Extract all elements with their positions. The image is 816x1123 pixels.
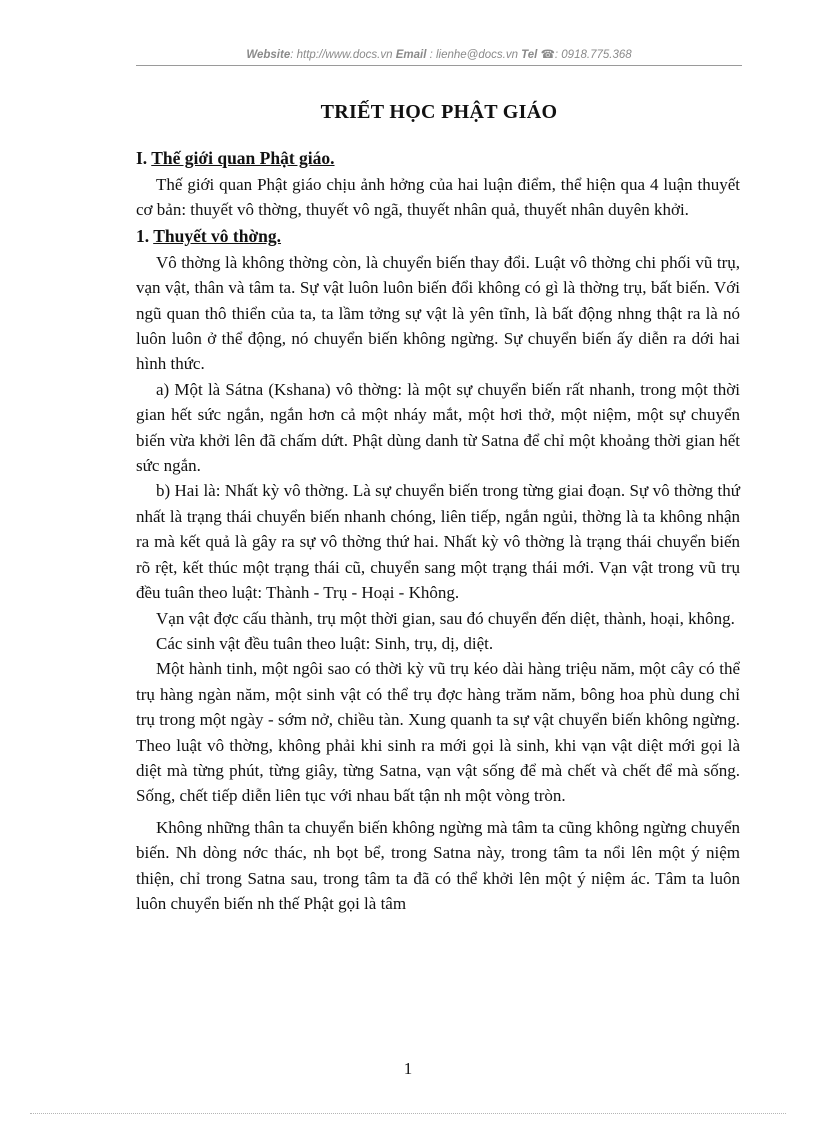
tel-value: ☎: 0918.775.368 <box>537 49 632 61</box>
subsection-heading <box>136 223 740 250</box>
section-heading <box>136 145 740 172</box>
paragraph: Các sinh vật đều tuân theo luật: Sinh, trụ, dị, diệt. <box>156 633 494 653</box>
paragraph: b) Hai là: Nhất kỳ vô thờng. Là sự chuyển biến trong từng giai đoạn. Sự vô thờng thứ nhất là trạng thái chuyển biến nhanh chóng, liên tiếp, ngắn ngủi, thờng là ta không nhận ra mà kết quả là gây ra sự vô thờng thứ hai. Nhất kỳ vô thờng là trạng thái chuyển biến rõ rệt, kết thúc một trạng thái cũ, chuyển sang một trạng thái mới. Vạn vật trong vũ trụ đều tuân theo luật: Thành - Trụ - Hoại - Không. <box>136 481 740 603</box>
page-number: 1 <box>403 1059 413 1078</box>
subsection-number: 1. <box>136 225 154 246</box>
footer-divider <box>30 1113 786 1114</box>
section-intro-paragraph: Thế giới quan Phật giáo chịu ảnh hởng của hai luận điểm, thể hiện qua 4 luận thuyết cơ bản: thuyết vô thờng, thuyết vô ngã, thuyết nhân quả, thuyết nhân duyên khởi. <box>136 175 740 220</box>
section-title: Thế giới quan Phật giáo. <box>151 148 335 168</box>
subsection-title: Thuyết vô thờng. <box>153 225 282 246</box>
paragraph: Một hành tinh, một ngôi sao có thời kỳ vũ trụ kéo dài hàng triệu năm, một cây có thể trụ hàng ngàn năm, một sinh vật có thể trụ đợc hàng trăm năm, bông hoa phù dung chỉ trụ trong một ngày - sớm nở, chiều tàn. Xung quanh ta sự vật chuyển biến không ngừng. Theo luật vô thờng, không phải khi sinh ra mới gọi là sinh, khi vạn vật diệt mới gọi là diệt mà từng phút, từng giây, từng Satna, vạn vật sống để mà chết và chết để mà sống. Sống, chết tiếp diễn liên tục với nhau bất tận nh một vòng tròn. <box>136 659 740 806</box>
website-value: : http://www.docs.vn <box>290 49 396 61</box>
paragraph: a) Một là Sátna (Kshana) vô thờng: là một sự chuyển biến rất nhanh, trong một thời gian hết sức ngắn, ngắn hơn cả một nháy mắt, một hơi thở, một niệm, một sự chuyển biến vừa khởi lên đã chấm dứt. Phật dùng danh từ Satna để chỉ một khoảng thời gian hết sức ngắn. <box>136 379 740 476</box>
paragraph: Vạn vật đợc cấu thành, trụ một thời gian, sau đó chuyển đến diệt, thành, hoại, không. <box>156 608 735 628</box>
section-number: I. <box>136 148 152 168</box>
paragraph: Không những thân ta chuyển biến không ngừng mà tâm ta cũng không ngừng chuyển biến. Nh dòng nớc thác, nh bọt bể, trong Satna này, trong tâm ta nổi lên một ý niệm thiện, chỉ trong Satna sau, trong tâm ta đã có thể khởi lên một ý niệm ác. Tâm ta luôn luôn chuyển biến nh thế Phật gọi là tâm <box>136 817 740 913</box>
email-label: Email <box>395 49 427 61</box>
document-body <box>136 145 740 916</box>
header-divider <box>136 65 742 66</box>
paragraph: Vô thờng là không thờng còn, là chuyển biến thay đổi. Luật vô thờng chi phối vũ trụ, vạn vật, thân và tâm ta. Sự vật luôn luôn biến đổi không có gì là thờng trụ, bất biến. Với ngũ quan thô thiển của ta, ta lầm tởng sự vật là yên tĩnh, là bất động nhng thật ra là nó luôn luôn ở thể động, nó chuyển biến không ngừng. Sự chuyển biến ấy diễn ra dới hai hình thức. <box>136 252 740 374</box>
page-header <box>136 47 742 61</box>
email-value: : lienhe@docs.vn <box>426 49 522 61</box>
website-label: Website <box>246 49 291 61</box>
document-title: TRIẾT HỌC PHẬT GIÁO <box>320 101 558 123</box>
tel-label: Tel <box>521 49 538 61</box>
